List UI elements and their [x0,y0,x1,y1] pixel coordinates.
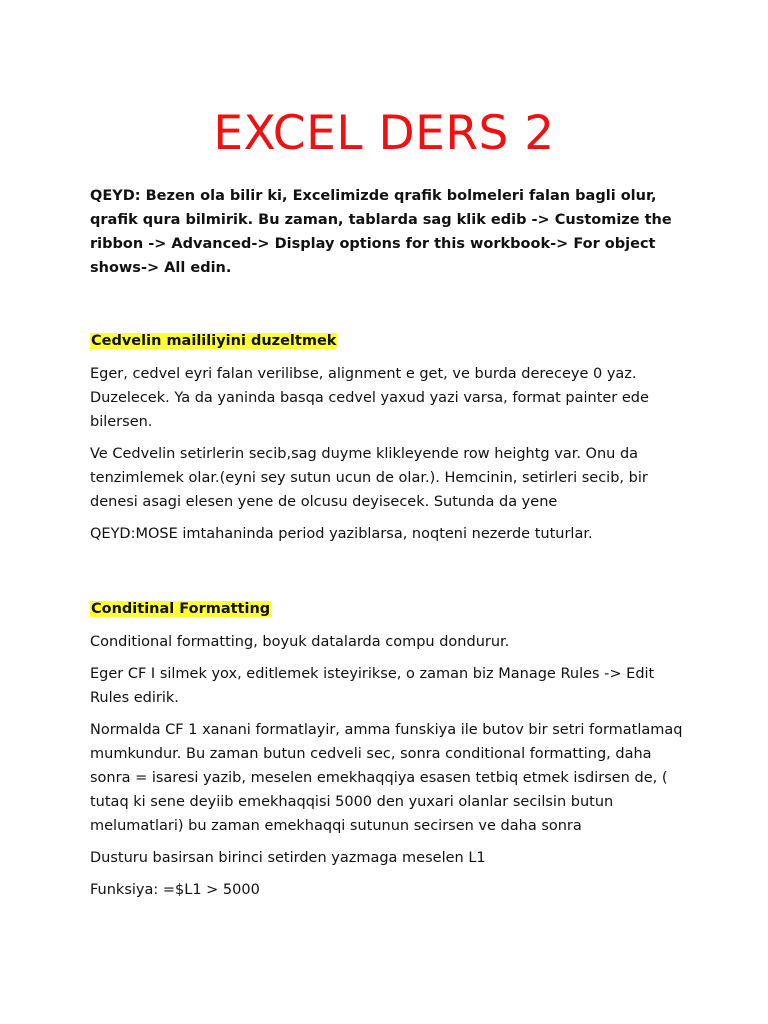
paragraph: Normalda CF 1 xanani formatlayir, amma funskiya ile butov bir setri formatlamaq mumkundur. Bu zaman butun cedveli sec, sonra conditional formatting, daha sonra = isaresi yazib, meselen emekhaqqiya esasen tetbiq etmek isdirsen de, ( tutaq ki sene deyiib emekhaqqisi 5000 den yuxari olanlar secilsin butun melumatlari) bu zaman emekhaqqi sutunun secirsen ve daha sonra [90,722,683,834]
section-heading-table-tilt [90,330,690,352]
document-title: EXCEL DERS 2 [213,106,555,161]
paragraph: Eger CF I silmek yox, editlemek isteyirikse, o zaman biz Manage Rules -> Edit Rules edirik. [90,666,655,706]
paragraph: Eger, cedvel eyri falan verilibse, alignment e get, ve burda dereceye 0 yaz. Duzelecek. Ya da yaninda basqa cedvel yaxud yazi varsa, format painter ede bilersen. [90,366,649,430]
paragraph: Funksiya: =$L1 > 5000 [90,882,260,898]
section-heading-conditional-formatting [90,598,690,620]
highlighted-heading-text: Conditinal Formatting [91,601,271,617]
paragraph: Ve Cedvelin setirlerin secib,sag duyme klikleyende row heightg var. Onu da tenzimlemek olar.(eyni sey sutun ucun de olar.). Hemcinin, setirleri secib, bir denesi asagi elesen yene de olcusu deyisecek. Sutunda da yene [90,446,648,510]
ribbon-note: QEYD: Bezen ola bilir ki, Excelimizde qrafik bolmeleri falan bagli olur, qrafik qura bilmirik. Bu zaman, tablarda sag klik edib -> Customize the ribbon -> Advanced-> Display options for this workbook-> For object shows-> All edin. [90,188,672,276]
paragraph: Conditional formatting, boyuk datalarda compu dondurur. [90,634,510,650]
paragraph: Dusturu basirsan birinci setirden yazmaga meselen L1 [90,850,486,866]
document-body [90,184,690,902]
highlighted-heading-text: Cedvelin maililiyini duzeltmek [91,333,337,349]
paragraph: QEYD:MOSE imtahaninda period yaziblarsa, noqteni nezerde tuturlar. [90,526,593,542]
